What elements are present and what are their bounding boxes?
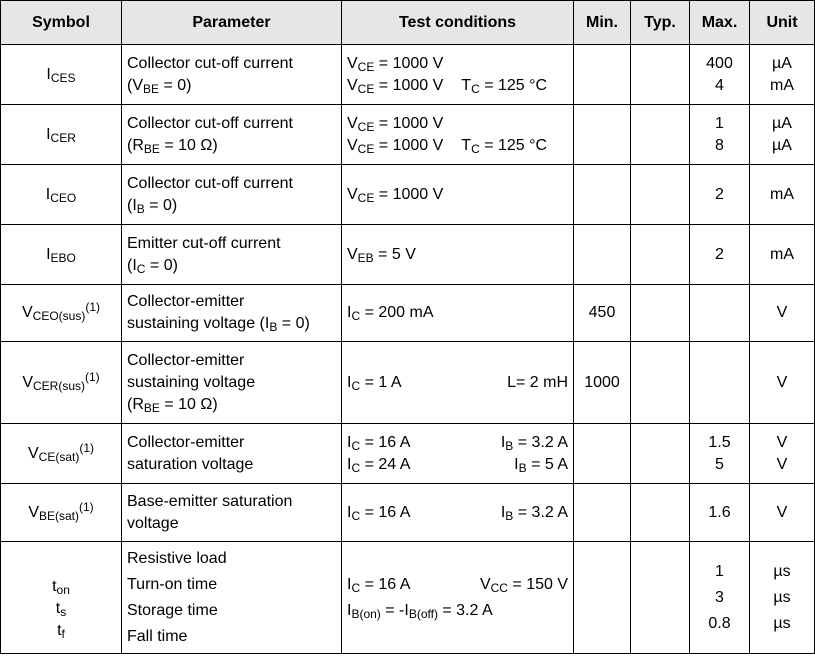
condition-line: $V_{EB} = 5$ V	[347, 245, 416, 265]
symbol-cell	[1, 165, 122, 225]
condition-line: $I_C = 16$ A $I_B = 3.2$ A	[347, 433, 568, 453]
min-cell	[574, 45, 631, 105]
unit-value: µA	[772, 136, 792, 154]
max-cell	[690, 342, 750, 424]
table-row-switching	[1, 542, 815, 654]
parameter-line: Turn-on time	[127, 575, 218, 593]
conditions-cell	[342, 105, 574, 165]
condition-line: $I_{B(on)} = -I_{B(off)} = 3.2$ A	[347, 601, 493, 621]
parameter-line: Collector cut-off current	[127, 174, 293, 192]
symbol-text: $I_{CEO}$	[45, 185, 77, 205]
symbol-cell	[1, 542, 122, 654]
conditions-cell	[342, 424, 574, 484]
max-value: 8	[715, 136, 724, 154]
header-symbol: Symbol	[1, 1, 122, 45]
typ-cell	[631, 105, 690, 165]
table-row-iebo	[1, 225, 815, 285]
parameter-line: Collector cut-off current	[127, 114, 293, 132]
symbol-text: $I_{CES}$	[46, 65, 76, 85]
parameter-cell	[122, 484, 342, 542]
parameter-line: Collector-emitter	[127, 433, 245, 451]
parameter-cell	[122, 165, 342, 225]
max-cell	[690, 424, 750, 484]
parameter-cell	[122, 105, 342, 165]
table-row-vbe-sat	[1, 484, 815, 542]
parameter-line: $(V_{BE} = 0)$	[127, 76, 192, 96]
conditions-cell	[342, 342, 574, 424]
max-value: 1	[715, 562, 724, 580]
condition-line: $V_{CE} = 1000$ V	[347, 114, 444, 134]
parameter-line: $(I_B = 0)$	[127, 196, 178, 216]
symbol-cell	[1, 424, 122, 484]
conditions-cell	[342, 225, 574, 285]
max-value: 5	[715, 455, 724, 473]
parameter-line: ($R_{BE} = 10$ Ω)	[127, 136, 218, 156]
parameter-cell	[122, 342, 342, 424]
min-cell: 1000	[574, 342, 631, 424]
symbol-text: $t_{on}$	[52, 577, 70, 597]
symbol-cell	[1, 484, 122, 542]
header-max: Max.	[690, 1, 750, 45]
unit-cell: mA	[750, 225, 815, 285]
table-row-vceo-sus	[1, 285, 815, 342]
conditions-cell	[342, 285, 574, 342]
max-value: 3	[715, 588, 724, 606]
max-value: 0.8	[708, 614, 731, 632]
parameter-line: Collector-emitter	[127, 293, 245, 310]
unit-cell	[750, 105, 815, 165]
parameter-cell	[122, 225, 342, 285]
symbol-text: $V_{CEO(sus)}^{(1)}$	[21, 300, 100, 323]
parameter-line: ($R_{BE} = 10$ Ω)	[127, 395, 218, 415]
max-value: 1.5	[708, 433, 731, 451]
symbol-cell	[1, 285, 122, 342]
condition-line: $I_C = 1$ A L= 2 mH	[347, 373, 568, 393]
unit-value: µs	[773, 614, 791, 632]
min-cell	[574, 105, 631, 165]
max-cell	[690, 105, 750, 165]
unit-value: µs	[773, 562, 791, 580]
parameter-line: Emitter cut-off current	[127, 234, 281, 252]
parameter-line: saturation voltage	[127, 455, 254, 473]
parameter-line: sustaining voltage $(I_B = 0)$	[127, 315, 310, 334]
unit-cell: mA	[750, 165, 815, 225]
symbol-cell	[1, 225, 122, 285]
max-cell: 1.6	[690, 484, 750, 542]
parameter-line: voltage	[127, 514, 179, 532]
unit-value: µs	[773, 588, 791, 606]
table-row-vce-sat	[1, 424, 815, 484]
parameter-line: Collector cut-off current	[127, 54, 293, 72]
typ-cell	[631, 45, 690, 105]
header-parameter: Parameter	[122, 1, 342, 45]
typ-cell	[631, 165, 690, 225]
symbol-text: $t_s$	[55, 599, 67, 619]
symbol-cell	[1, 105, 122, 165]
symbol-text: $V_{CER(sus)}^{(1)}$	[22, 369, 100, 393]
condition-line: $V_{CE} = 1000$ V	[347, 54, 444, 74]
conditions-cell	[342, 165, 574, 225]
condition-line: $I_C = 16$ A $V_{CC} = 150$ V	[347, 575, 568, 595]
unit-cell: V	[750, 342, 815, 424]
table-row-vcer-sus	[1, 342, 815, 424]
symbol-cell	[1, 342, 122, 424]
symbol-text: $I_{EBO}$	[46, 245, 76, 265]
unit-cell: V	[750, 484, 815, 542]
unit-cell: V	[750, 285, 815, 342]
typ-cell	[631, 225, 690, 285]
min-cell: 450	[574, 285, 631, 342]
symbol-text: $I_{CER}$	[46, 125, 76, 145]
typ-cell	[631, 424, 690, 484]
parameter-line: Base-emitter saturation	[127, 492, 293, 510]
conditions-cell	[342, 45, 574, 105]
condition-line: $I_C = 200$ mA	[347, 304, 434, 323]
typ-cell	[631, 285, 690, 342]
condition-line: $V_{CE} = 1000$ V $T_C = 125$ °C	[347, 136, 548, 156]
parameter-cell	[122, 285, 342, 342]
min-cell	[574, 542, 631, 654]
unit-cell	[750, 45, 815, 105]
header-min: Min.	[574, 1, 631, 45]
typ-cell	[631, 484, 690, 542]
condition-line: $V_{CE} = 1000$ V	[347, 185, 444, 205]
parameter-cell	[122, 424, 342, 484]
min-cell	[574, 484, 631, 542]
parameter-line: $(I_C = 0)$	[127, 256, 178, 276]
conditions-cell	[342, 484, 574, 542]
max-cell: 2	[690, 225, 750, 285]
max-cell	[690, 542, 750, 654]
conditions-cell	[342, 542, 574, 654]
max-cell	[690, 285, 750, 342]
symbol-text: $V_{BE(sat)}^{(1)}$	[28, 499, 94, 523]
typ-cell	[631, 542, 690, 654]
table-row-iceo	[1, 165, 815, 225]
unit-value: µA	[772, 114, 792, 132]
parameter-cell	[122, 542, 342, 654]
unit-cell	[750, 542, 815, 654]
symbol-cell	[1, 45, 122, 105]
header-typ: Typ.	[631, 1, 690, 45]
parameter-line: Fall time	[127, 627, 188, 645]
condition-line: $I_C = 24$ A $I_B = 5$ A	[347, 455, 568, 475]
unit-value: µA	[772, 54, 792, 72]
unit-value: mA	[770, 76, 794, 94]
min-cell	[574, 424, 631, 484]
symbol-text: $t_f$	[57, 621, 65, 641]
unit-value: V	[776, 433, 788, 451]
parameter-line: Collector-emitter	[127, 351, 245, 369]
min-cell	[574, 165, 631, 225]
parameter-line: Storage time	[127, 601, 218, 619]
unit-value: V	[776, 455, 788, 473]
parameter-line: Resistive load	[127, 549, 227, 567]
parameter-cell	[122, 45, 342, 105]
condition-line: $I_C = 16$ A $I_B = 3.2$ A	[347, 503, 568, 523]
condition-line: $V_{CE} = 1000$ V $T_C = 125$ °C	[347, 76, 548, 96]
max-value: 1	[715, 114, 724, 132]
max-cell: 2	[690, 165, 750, 225]
min-cell	[574, 225, 631, 285]
typ-cell	[631, 342, 690, 424]
header-test-conditions: Test conditions	[342, 1, 574, 45]
table-row-ices	[1, 45, 815, 105]
unit-cell	[750, 424, 815, 484]
max-value: 4	[715, 76, 724, 94]
header-row	[1, 1, 815, 45]
max-value: 400	[706, 54, 733, 72]
parameter-line: sustaining voltage	[127, 373, 256, 391]
symbol-text: $V_{CE(sat)}^{(1)}$	[27, 440, 94, 464]
table-row-icer	[1, 105, 815, 165]
max-cell	[690, 45, 750, 105]
header-unit: Unit	[750, 1, 815, 45]
